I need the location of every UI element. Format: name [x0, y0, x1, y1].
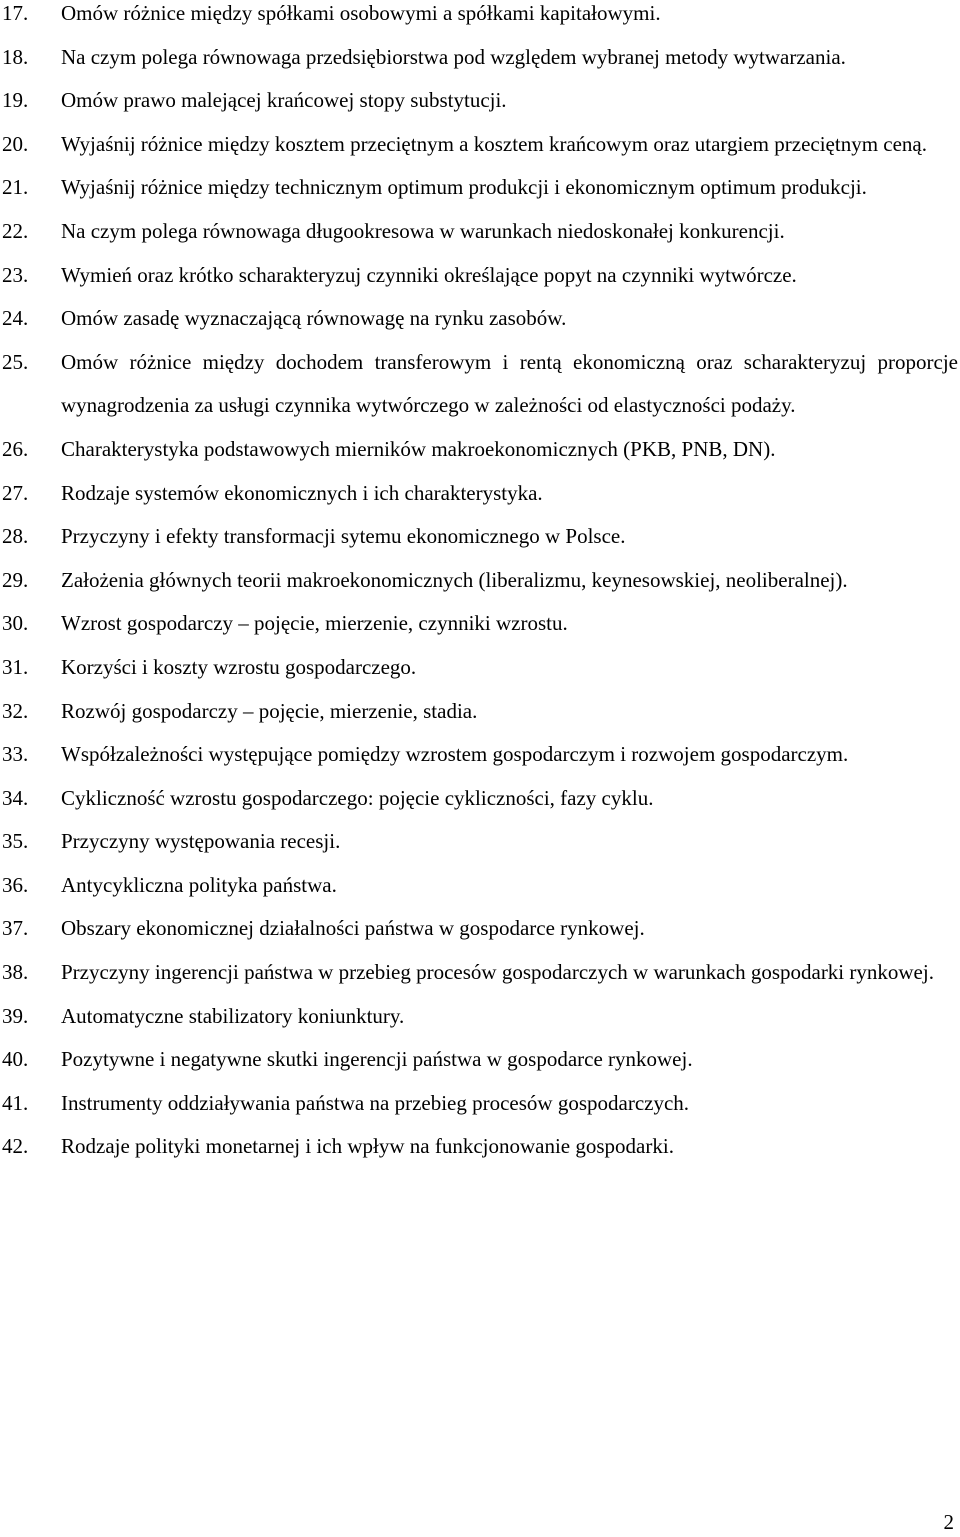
item-text: Wymień oraz krótko scharakteryzuj czynniki określające popyt na czynniki wytwórcze. [61, 262, 797, 287]
item-text: Wyjaśnij różnice między kosztem przeciętnym a kosztem krańcowym oraz utargiem przeciętnym ceną. [61, 131, 927, 156]
list-item [0, 0, 958, 36]
item-number: 33. [2, 742, 29, 767]
item-text: Pozytywne i negatywne skutki ingerencji państwa w gospodarce rynkowej. [61, 1047, 693, 1072]
list-item [0, 1038, 958, 1082]
item-text: Omów różnice między dochodem transferowym i rentą ekonomiczną oraz scharakteryzuj proporcje wynagrodzenia za usługi czynnika wytwórczego w zależności od elastyczności podaży. [61, 349, 958, 418]
item-number: 28. [2, 524, 29, 549]
item-text: Antycykliczna polityka państwa. [61, 872, 337, 897]
item-text: Cykliczność wzrostu gospodarczego: pojęcie cykliczności, fazy cyklu. [61, 785, 654, 810]
item-number: 21. [2, 175, 29, 200]
list-item [0, 733, 958, 777]
item-number: 29. [2, 567, 29, 592]
item-text: Przyczyny ingerencji państwa w przebieg procesów gospodarczych w warunkach gospodarki rynkowej. [61, 960, 934, 985]
list-item [0, 166, 958, 210]
item-number: 24. [2, 306, 29, 331]
item-text: Obszary ekonomicznej działalności państwa w gospodarce rynkowej. [61, 916, 645, 941]
item-text: Na czym polega równowaga przedsiębiorstwa pod względem wybranej metody wytwarzania. [61, 44, 846, 69]
list-item [0, 341, 958, 428]
list-item [0, 428, 958, 472]
item-number: 36. [2, 872, 29, 897]
item-number: 41. [2, 1090, 29, 1115]
item-text: Omów zasadę wyznaczającą równowagę na rynku zasobów. [61, 306, 567, 331]
item-number: 35. [2, 829, 29, 854]
list-item [0, 777, 958, 821]
item-number: 17. [2, 1, 29, 25]
item-number: 37. [2, 916, 29, 941]
list-item [0, 36, 958, 80]
list-item [0, 254, 958, 298]
item-number: 34. [2, 785, 29, 810]
item-text: Współzależności występujące pomiędzy wzrostem gospodarczym i rozwojem gospodarczym. [61, 742, 849, 767]
item-text: Rodzaje systemów ekonomicznych i ich charakterystyka. [61, 480, 543, 505]
list-item [0, 864, 958, 908]
item-text: Przyczyny i efekty transformacji sytemu ekonomicznego w Polsce. [61, 524, 626, 549]
item-text: Wzrost gospodarczy – pojęcie, mierzenie, czynniki wzrostu. [61, 611, 568, 636]
item-number: 19. [2, 88, 29, 113]
item-number: 27. [2, 480, 29, 505]
item-number: 42. [2, 1134, 29, 1159]
list-item [0, 951, 958, 995]
item-text: Wyjaśnij różnice między technicznym optimum produkcji i ekonomicznym optimum produkcji. [61, 175, 867, 200]
item-number: 25. [2, 349, 29, 374]
item-number: 23. [2, 262, 29, 287]
list-item [0, 995, 958, 1039]
list-item [0, 907, 958, 951]
item-number: 20. [2, 131, 29, 156]
list-item [0, 646, 958, 690]
item-text: Instrumenty oddziaływania państwa na przebieg procesów gospodarczych. [61, 1090, 690, 1115]
item-text: Omów prawo malejącej krańcowej stopy substytucji. [61, 88, 507, 113]
list-item [0, 297, 958, 341]
item-text: Korzyści i koszty wzrostu gospodarczego. [61, 654, 417, 679]
list-item [0, 515, 958, 559]
list-item [0, 79, 958, 123]
item-number: 39. [2, 1003, 29, 1028]
list-item [0, 123, 958, 167]
item-text: Przyczyny występowania recesji. [61, 829, 341, 854]
item-number: 31. [2, 654, 29, 679]
item-text: Rodzaje polityki monetarnej i ich wpływ na funkcjonowanie gospodarki. [61, 1134, 674, 1159]
item-text: Automatyczne stabilizatory koniunktury. [61, 1003, 405, 1028]
item-text: Założenia głównych teorii makroekonomicznych (liberalizmu, keynesowskiej, neoliberalnej). [61, 567, 848, 592]
item-number: 30. [2, 611, 29, 636]
list-item [0, 559, 958, 603]
item-number: 22. [2, 218, 29, 243]
item-text: Omów różnice między spółkami osobowymi a spółkami kapitałowymi. [61, 1, 661, 25]
item-number: 26. [2, 436, 29, 461]
list-item [0, 472, 958, 516]
list-item [0, 1125, 958, 1169]
item-text: Charakterystyka podstawowych mierników makroekonomicznych (PKB, PNB, DN). [61, 436, 776, 461]
item-number: 40. [2, 1047, 29, 1072]
item-text: Na czym polega równowaga długookresowa w warunkach niedoskonałej konkurencji. [61, 218, 785, 243]
item-number: 38. [2, 960, 29, 985]
item-number: 18. [2, 44, 29, 69]
list-item [0, 602, 958, 646]
page-number: 2 [943, 1510, 954, 1534]
item-number: 32. [2, 698, 29, 723]
list-item [0, 690, 958, 734]
list-item [0, 820, 958, 864]
list-item [0, 210, 958, 254]
list-item [0, 1082, 958, 1126]
item-text: Rozwój gospodarczy – pojęcie, mierzenie, stadia. [61, 698, 478, 723]
